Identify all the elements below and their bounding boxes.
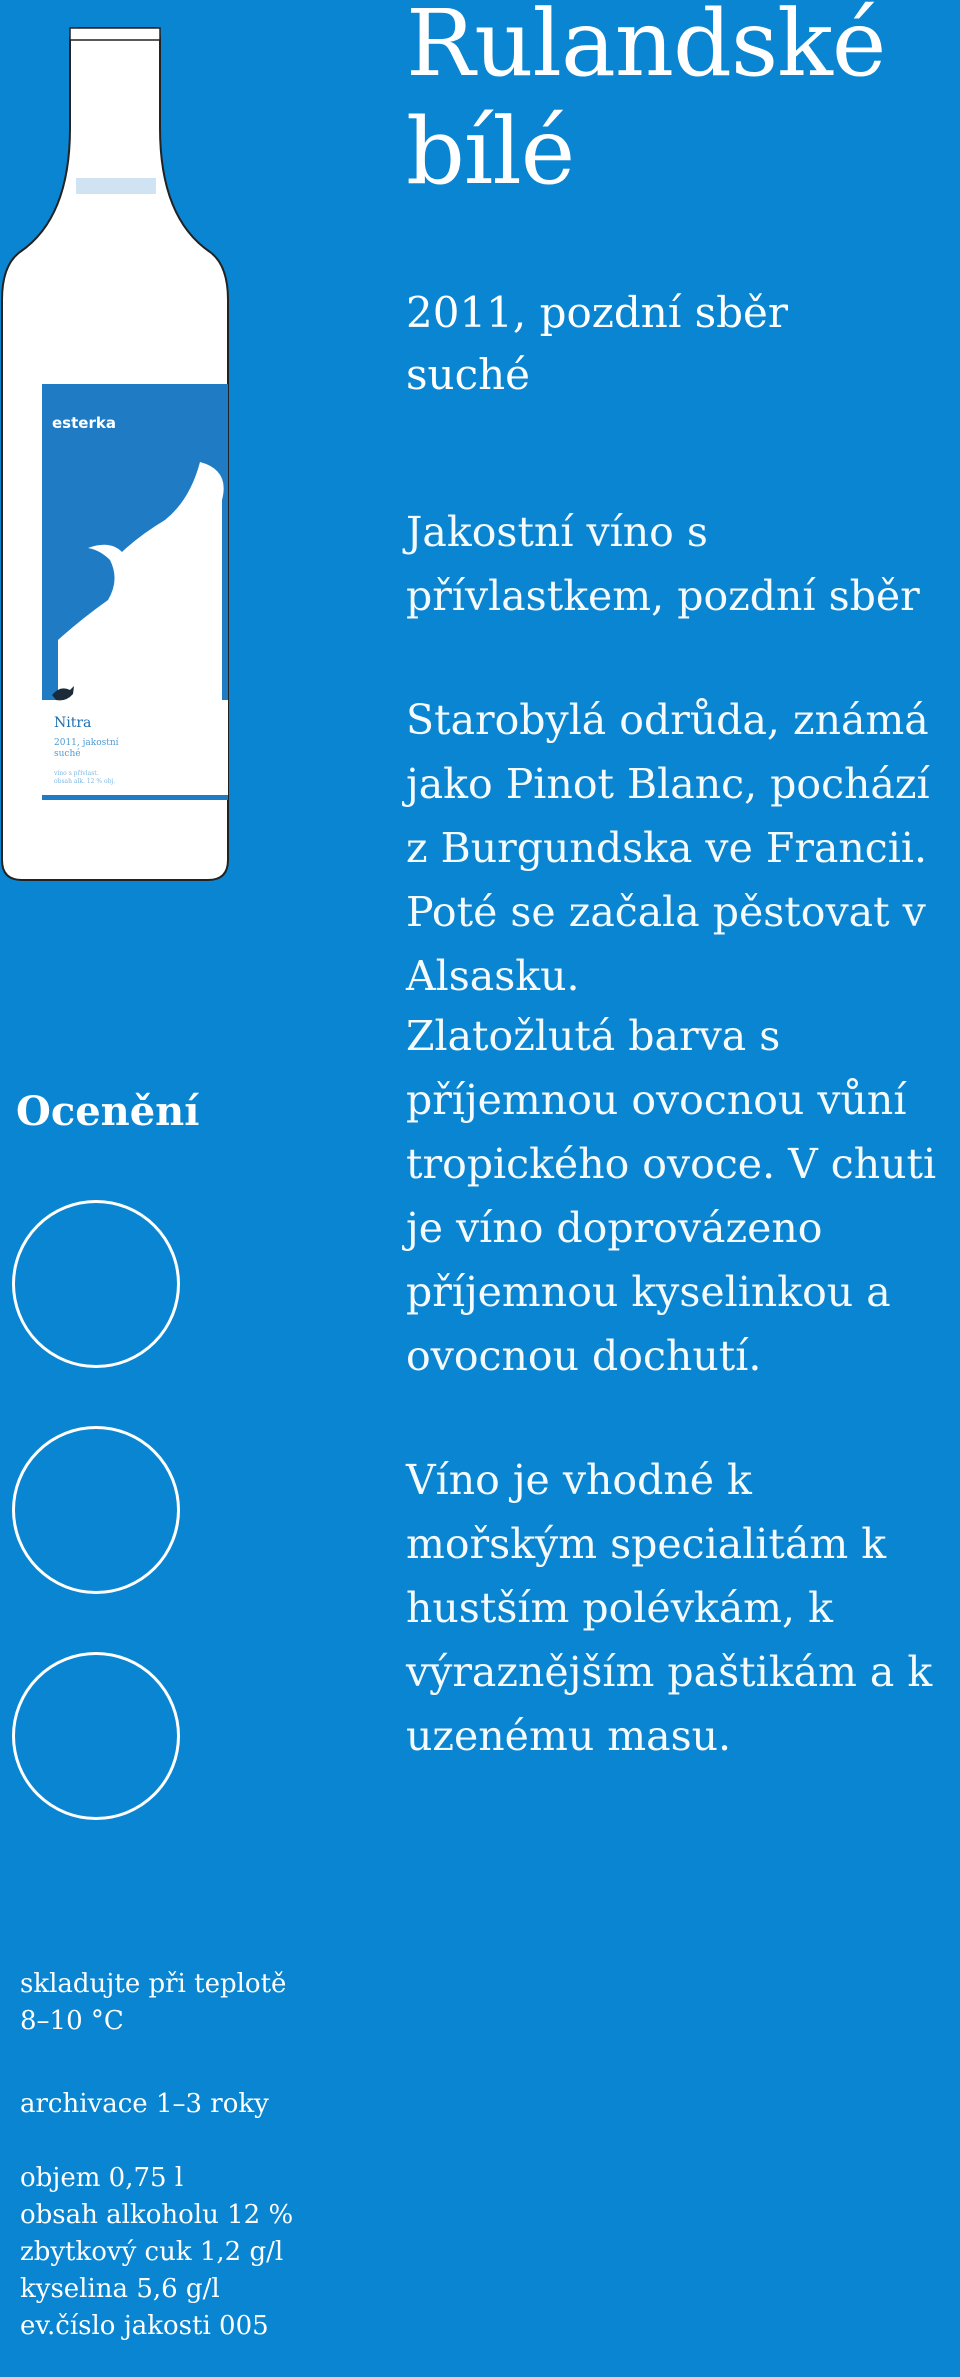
origin-paragraph: Starobylá odrůda, známá jako Pinot Blanc, pochází z Burgundska ve Francii. Poté se začala pěstovat v Alsasku. — [406, 696, 930, 1000]
bottle-label-sub-line1: 2011, jakostní — [54, 738, 119, 748]
specs-list — [20, 2160, 350, 2345]
storage-line1: skladujte při teplotě — [20, 1969, 287, 1999]
bottle-cap — [70, 28, 160, 40]
awards-title: Ocenění — [16, 1088, 200, 1135]
pairing-paragraph: Víno je vhodné k mořským specialitám k hustším polévkám, k výraznějším paštikám a k uzenému masu. — [406, 1456, 933, 1760]
vintage-line: 2011, pozdní sběr — [406, 288, 788, 337]
spec-volume: objem 0,75 l — [20, 2163, 184, 2193]
bottle-label-fineprint — [54, 770, 115, 786]
spec-alcohol: obsah alkoholu 12 % — [20, 2200, 294, 2230]
bottle-label-subtitle — [54, 738, 119, 760]
storage-line2: 8–10 °C — [20, 2006, 124, 2036]
bottle-neck-band — [76, 178, 156, 194]
bottle-label-tiny-line2: obsah alk. 12 % obj. — [54, 778, 116, 785]
archive-info — [20, 2086, 350, 2123]
style-line: suché — [406, 350, 531, 399]
award-slot-circle — [12, 1200, 180, 1368]
storage-info — [20, 1966, 350, 2040]
spec-residual-sugar: zbytkový cuk 1,2 g/l — [20, 2237, 284, 2267]
wine-subtitle — [406, 282, 946, 406]
award-slot-circle — [12, 1652, 180, 1820]
wine-bottle-image — [0, 0, 340, 900]
bottle-label-brand: esterka — [52, 414, 116, 432]
spec-acidity: kyselina 5,6 g/l — [20, 2274, 220, 2304]
bottle-label-name: Nitra — [54, 715, 92, 731]
wine-title-line2: bílé — [406, 98, 575, 205]
archive-line: archivace 1–3 roky — [20, 2089, 269, 2119]
bottle-label-sub-line2: suché — [54, 749, 81, 759]
bottle-label-tiny-line1: víno s přívlast. — [54, 770, 99, 777]
wine-title — [406, 0, 946, 206]
award-slot-circle — [12, 1426, 180, 1594]
bottle-label-strip — [42, 795, 228, 800]
classification-paragraph: Jakostní víno s přívlastkem, pozdní sběr — [406, 508, 920, 620]
spec-quality-number: ev.číslo jakosti 005 — [20, 2311, 269, 2341]
wine-title-line1: Rulandské — [406, 0, 886, 97]
tasting-paragraph: Zlatožlutá barva s příjemnou ovocnou vůní tropického ovoce. V chuti je víno doprovázeno příjemnou kyselinkou a ovocnou dochutí. — [406, 1012, 937, 1380]
